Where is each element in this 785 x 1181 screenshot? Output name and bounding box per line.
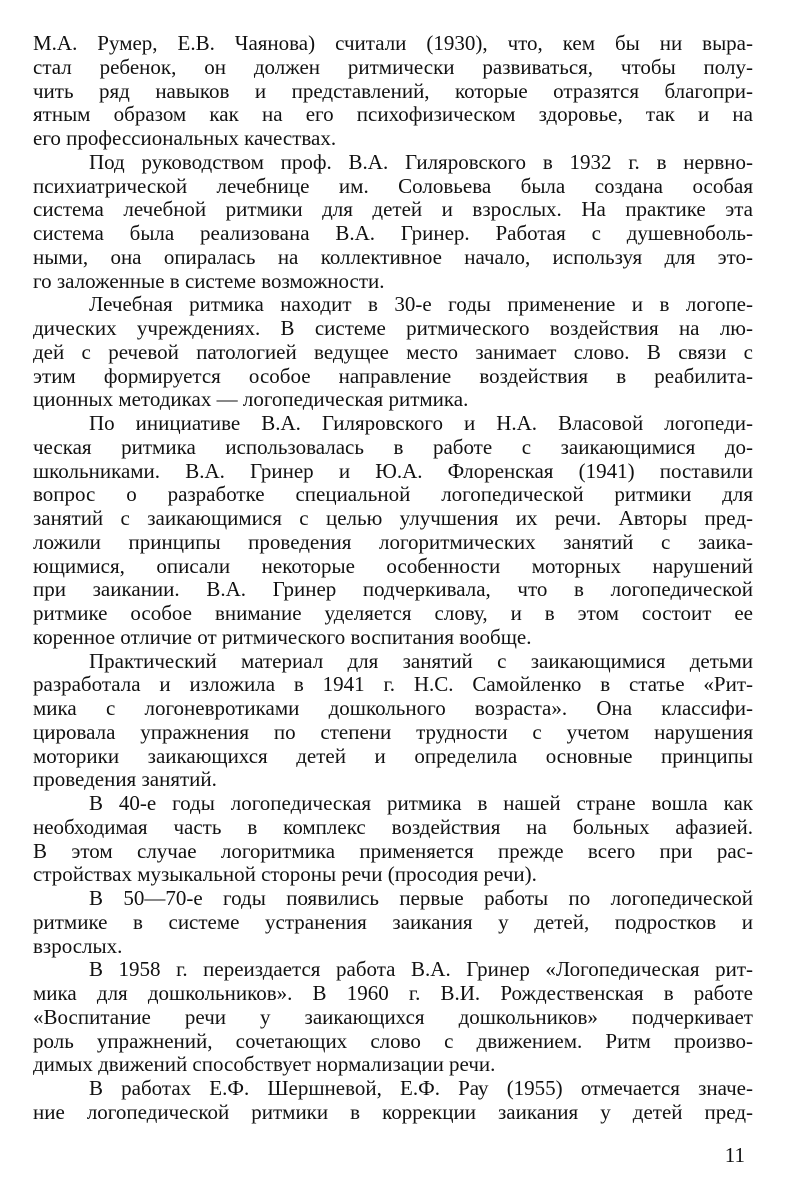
text-line: ятным образом как на его психофизическом здоровье, так и на <box>33 103 753 127</box>
text-line: роль упражнений, сочетающих слово с движением. Ритм произво- <box>33 1029 753 1053</box>
text-line: Лечебная ритмика находит в 30-е годы применение и в логопе- <box>89 293 753 317</box>
text-line: ложили принципы проведения логоритмических занятий с заика- <box>33 530 753 554</box>
page-number: 11 <box>724 1143 745 1167</box>
paragraph <box>33 1077 753 1125</box>
text-line: ритмике особое внимание уделяется слову, и в этом состоит ее <box>33 602 753 625</box>
text-line: Практический материал для занятий с заикающимися детьми <box>89 649 753 673</box>
text-line: его профессиональных качествах. <box>33 127 337 150</box>
text-line: ритмике в системе устранения заикания у детей, подростков и <box>33 910 753 934</box>
text-line: ческая ритмика использовалась в работе с заикающимися до- <box>33 435 753 459</box>
paragraph <box>33 958 753 1077</box>
text-line: разработала и изложила в 1941 г. Н.С. Самойленко в статье «Рит- <box>33 673 753 697</box>
text-line: психиатрической лечебнице им. Соловьева была создана особая <box>33 174 753 198</box>
text-line: система была реализована В.А. Гринер. Работая с душевноболь- <box>33 222 753 245</box>
text-line: школьниками. В.А. Гринер и Ю.А. Флоренская (1941) поставили <box>33 459 753 483</box>
text-line: «Воспитание речи у заикающихся дошкольников» подчеркивает <box>33 1005 753 1029</box>
text-line: мика с логоневротиками дошкольного возраста». Она классифи- <box>33 697 753 720</box>
text-line: В работах Е.Ф. Шершневой, Е.Ф. Рау (1955) отмечается значе- <box>89 1077 753 1100</box>
text-line: чить ряд навыков и представлений, которые отразятся благопри- <box>33 79 753 103</box>
text-line: при заикании. В.А. Гринер подчеркивала, что в логопедической <box>33 578 753 602</box>
text-line: Под руководством проф. В.А. Гиляровского в 1932 г. в нервно- <box>89 150 753 174</box>
paragraph <box>33 32 753 151</box>
text-line: мика для дошкольников». В 1960 г. В.И. Рождественская в работе <box>33 982 753 1005</box>
text-line: В 40-е годы логопедическая ритмика в нашей стране вошла как <box>89 792 753 815</box>
text-line: стал ребенок, он должен ритмически развиваться, чтобы полу- <box>33 55 753 79</box>
paragraph <box>33 887 753 958</box>
text-line: занятий с заикающимися с целью улучшения их речи. Авторы пред- <box>33 507 753 530</box>
text-line: моторики заикающихся детей и определила основные принципы <box>33 744 753 768</box>
paragraph <box>33 412 753 650</box>
page-body-text <box>33 32 753 1125</box>
text-line: В этом случае логоритмика применяется прежде всего при рас- <box>33 839 753 863</box>
text-line: димых движений способствует нормализации речи. <box>33 1053 496 1077</box>
text-line: го заложенные в системе возможности. <box>33 269 385 293</box>
text-line: этим формируется особое направление воздействия в реабилита- <box>33 364 753 388</box>
paragraph <box>33 650 753 793</box>
text-line: система лечебной ритмики для детей и взрослых. На практике эта <box>33 198 753 222</box>
text-line: взрослых. <box>33 934 123 958</box>
text-line: дей с речевой патологией ведущее место занимает слово. В связи с <box>33 340 753 364</box>
text-line: По инициативе В.А. Гиляровского и Н.А. Власовой логопеди- <box>89 412 753 435</box>
text-line: проведения занятий. <box>33 768 217 792</box>
text-line: ющимися, описали некоторые особенности моторных нарушений <box>33 554 753 578</box>
paragraph <box>33 792 753 887</box>
text-line: коренное отличие от ритмического воспитания вообще. <box>33 625 532 649</box>
text-line: вопрос о разработке специальной логопедической ритмики для <box>33 483 753 507</box>
text-line: М.А. Румер, Е.В. Чаянова) считали (1930), что, кем бы ни выра- <box>33 32 753 55</box>
text-line: ными, она опиралась на коллективное начало, используя для это- <box>33 245 753 269</box>
text-line: В 50—70-е годы появились первые работы по логопедической <box>89 887 753 910</box>
text-line: В 1958 г. переиздается работа В.А. Гринер «Логопедическая рит- <box>89 958 753 982</box>
text-line: ционных методиках — логопедическая ритмика. <box>33 388 469 412</box>
text-line: цировала упражнения по степени трудности с учетом нарушения <box>33 720 753 744</box>
text-line: дических учреждениях. В системе ритмического воздействия на лю- <box>33 317 753 340</box>
paragraph <box>33 293 753 412</box>
text-line: ние логопедической ритмики в коррекции заикания у детей пред- <box>33 1100 753 1124</box>
text-line: стройствах музыкальной стороны речи (просодия речи). <box>33 863 537 887</box>
paragraph <box>33 151 753 294</box>
text-line: необходимая часть в комплекс воздействия на больных афазией. <box>33 815 753 839</box>
